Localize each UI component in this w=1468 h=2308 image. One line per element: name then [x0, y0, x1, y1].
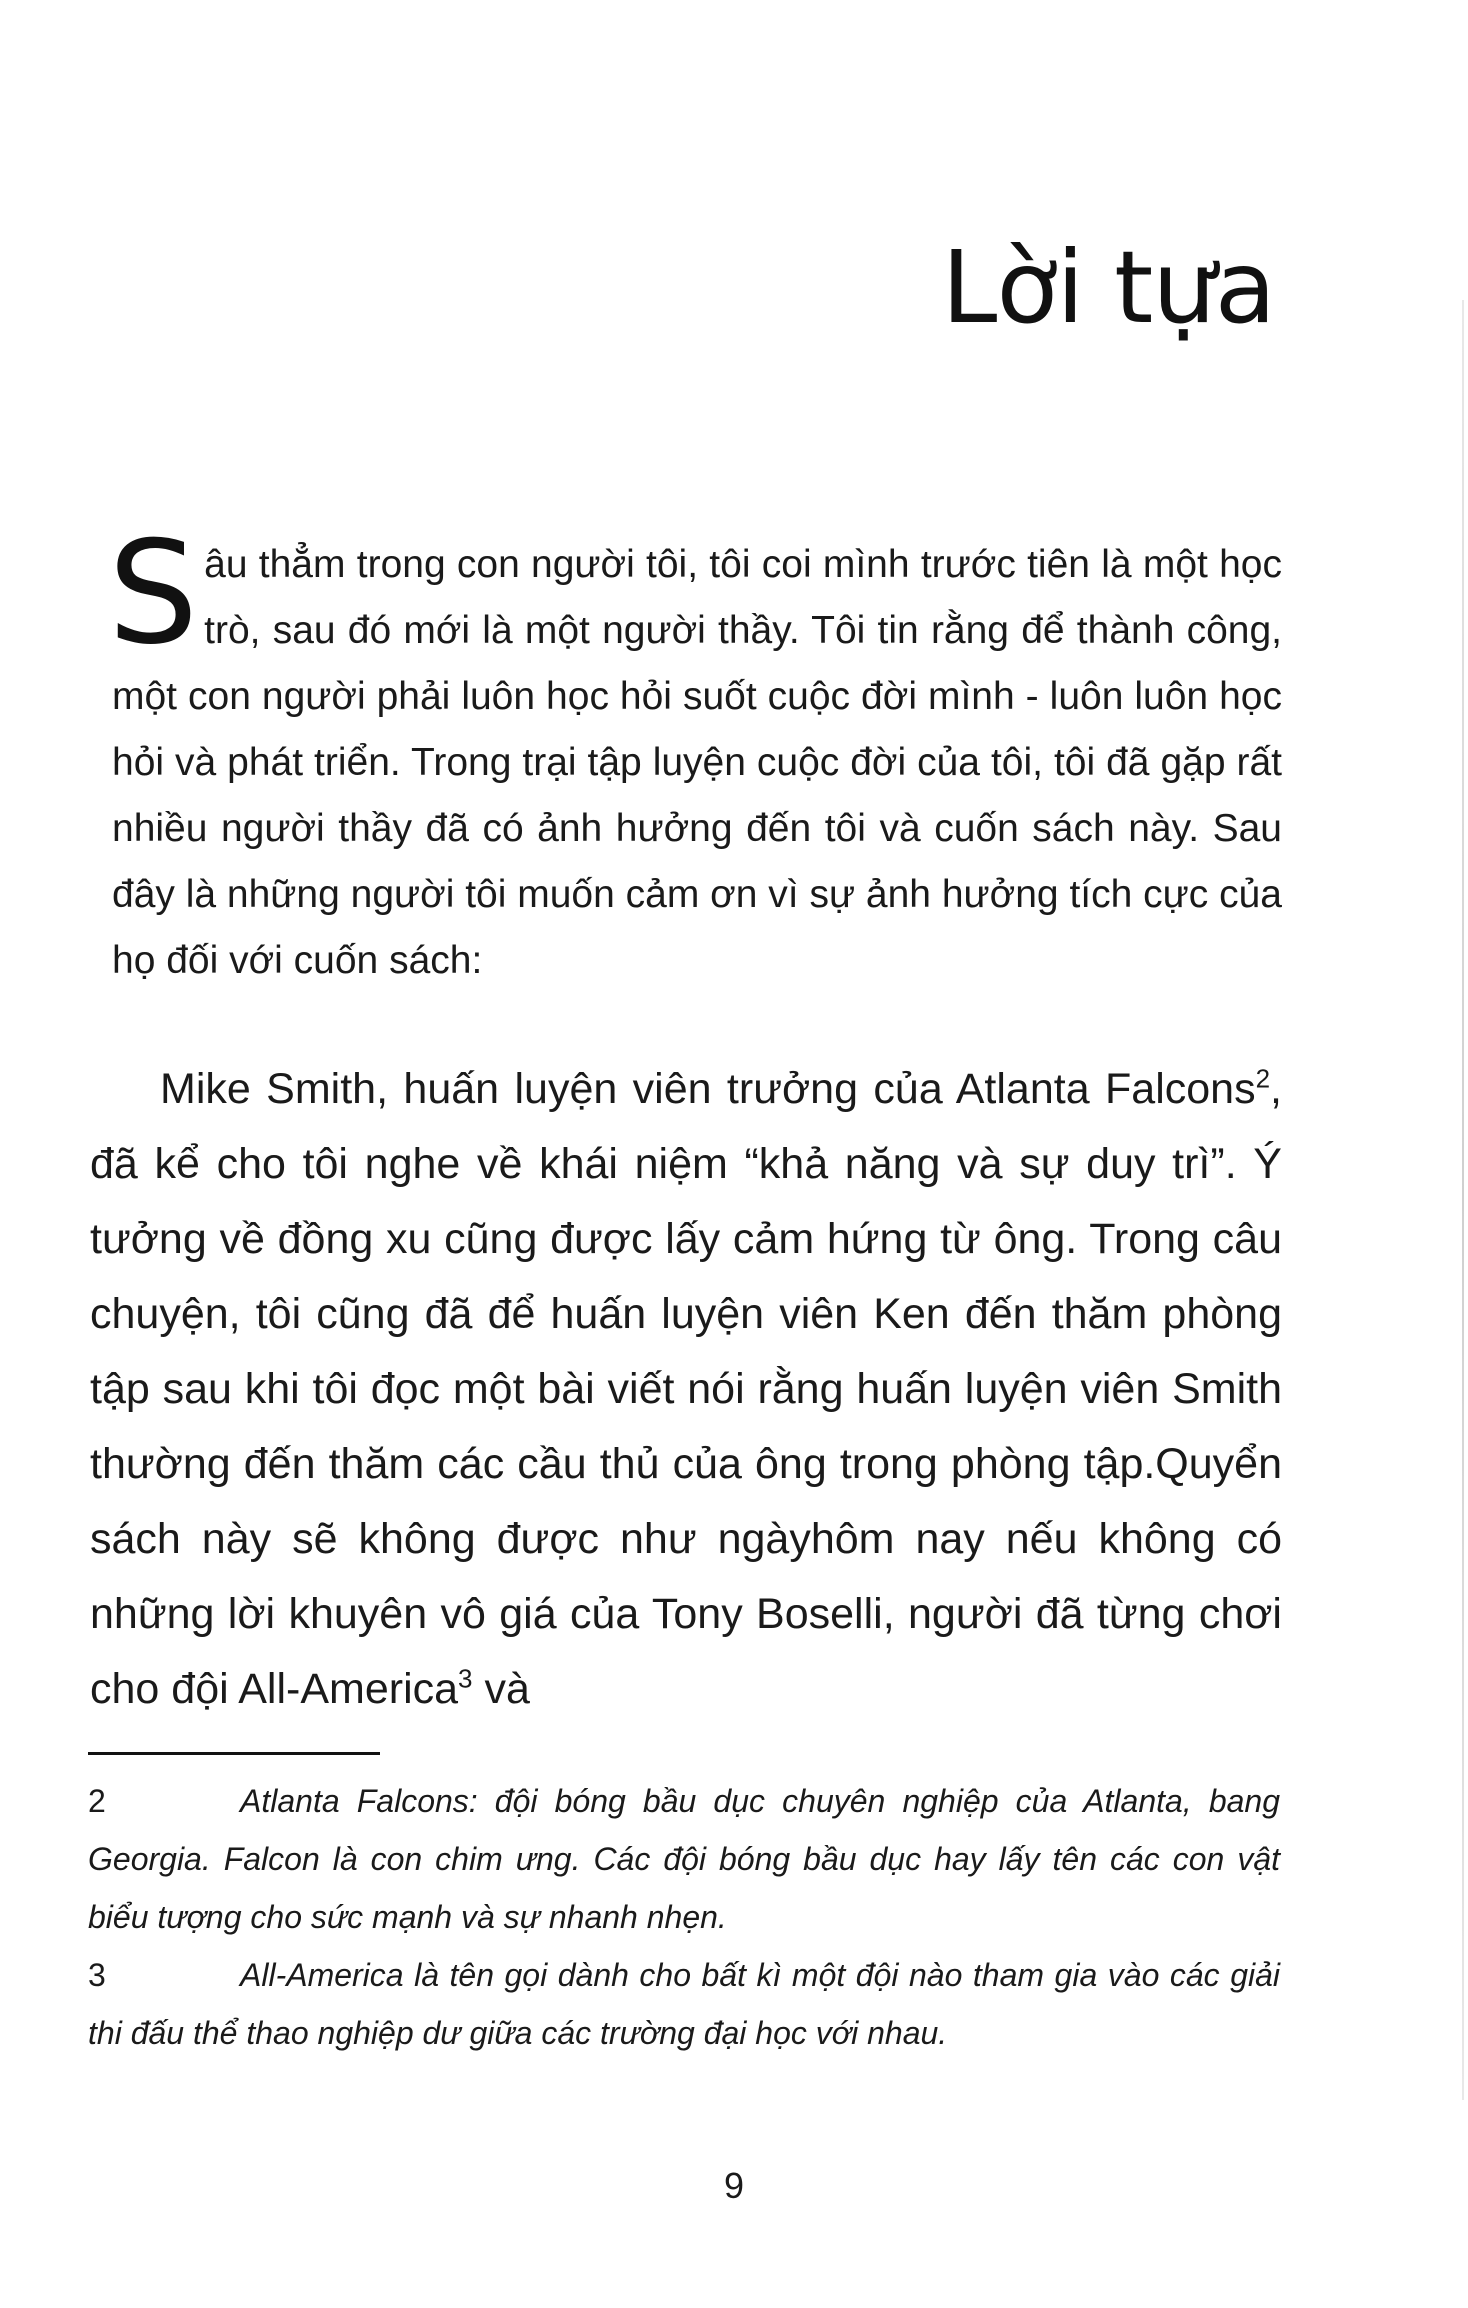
body-text-part2: , đã kể cho tôi nghe về khái niệm “khả năng và sự duy trì”. Ý tưởng về đồng xu cũng được lấy cảm hứng từ ông. Trong câu chuyện, tôi cũng đã để huấn luyện viên Ken đến thăm phòng tập sau khi tôi đọc một bài viết nói rằng huấn luyện viên Smith thường đến thăm các cầu thủ của ông trong phòng tập.Quyển sách này sẽ không được như ngàyhôm nay nếu không có những lời khuyên vô giá của Tony Boselli, người đã từng chơi cho đội All-America: [90, 1065, 1282, 1713]
intro-text: âu thẳm trong con người tôi, tôi coi mình trước tiên là một học trò, sau đó mới là một người thầy. Tôi tin rằng để thành công, một con người phải luôn học hỏi suốt cuộc đời mình - luôn luôn học hỏi và phát triển. Trong trại tập luyện cuộc đời của tôi, tôi đã gặp rất nhiều người thầy đã có ảnh hưởng đến tôi và cuốn sách này. Sau đây là những người tôi muốn cảm ơn vì sự ảnh hưởng tích cực của họ đối với cuốn sách:: [112, 543, 1282, 982]
footnote-number: 3: [88, 1957, 106, 1993]
body-text-part1: Mike Smith, huấn luyện viên trưởng của Atlanta Falcons: [160, 1065, 1256, 1113]
intro-paragraph-block: [108, 511, 1282, 994]
footnote-text: Atlanta Falcons: đội bóng bầu dục chuyên nghiệp của Atlanta, bang Georgia. Falcon là con chim ưng. Các đội bóng bầu dục hay lấy tên các con vật biểu tượng cho sức mạnh và sự nhanh nhẹn.: [88, 1783, 1280, 1935]
page-number: 9: [723, 2165, 745, 2206]
intro-paragraph: [108, 511, 1282, 994]
body-paragraph-block: [90, 1052, 1282, 1727]
drop-cap: S: [108, 511, 199, 676]
chapter-title: Lời tựa: [941, 229, 1275, 346]
footnote-ref-3: 3: [458, 1663, 473, 1694]
footnote-item: [88, 1946, 1280, 2062]
footnote-text: All-America là tên gọi dành cho bất kì một đội nào tham gia vào các giải thi đấu thể thao nghiệp dư giữa các trường đại học với nhau.: [88, 1957, 1280, 2051]
page-edge-shadow: [1462, 300, 1464, 2100]
footnote-ref-2: 2: [1255, 1063, 1271, 1094]
footnote-divider: [88, 1752, 380, 1755]
body-paragraph: [90, 1052, 1282, 1727]
footnote-item: [88, 1772, 1280, 1946]
body-text-part3: và: [472, 1665, 530, 1713]
footnote-number: 2: [88, 1783, 106, 1819]
footnotes: [88, 1772, 1280, 2062]
